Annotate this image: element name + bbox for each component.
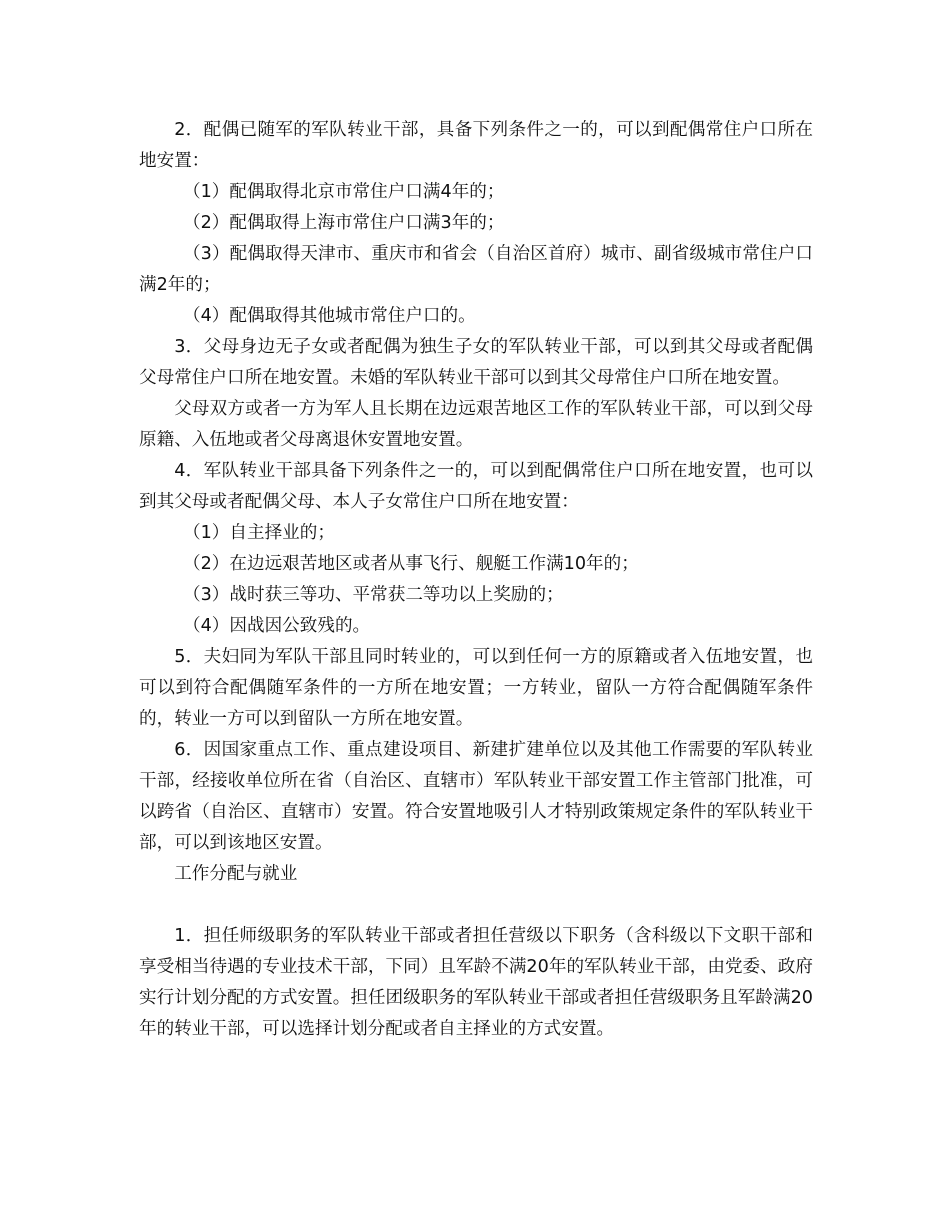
list-item-remote-areas: （2）在边远艰苦地区或者从事飞行、舰艇工作满10年的； [183, 554, 639, 574]
paragraph-job-assignment: 1．担任师级职务的军队转业干部或者担任营级以下职务（含科级以下文职干部和享受相当待遇的专业技术干部，下同）且军龄不满20年的军队转业干部，由党委、政府实行计划分配的方式安置。担任团级职务的军队转业干部或者担任营级职务且军龄满20年的转业干部，可以选择计划分配或者自主择业的方式安置。 [139, 926, 813, 1039]
section-heading: 工作分配与就业 [174, 864, 298, 884]
document-page [139, 115, 813, 1045]
list-item-merit: （3）战时获三等功、平常获二等功以上奖励的； [183, 585, 564, 605]
paragraph-parents: 3．父母身边无子女或者配偶为独生子女的军队转业干部，可以到其父母或者配偶父母常住户口所在地安置。未婚的军队转业干部可以到其父母常住户口所在地安置。 [139, 337, 813, 388]
paragraph-couple: 5．夫妇同为军队干部且同时转业的，可以到任何一方的原籍或者入伍地安置，也可以到符合配偶随军条件的一方所在地安置；一方转业，留队一方符合配偶随军条件的，转业一方可以到留队一方所在地安置。 [139, 647, 813, 729]
paragraph-conditions: 4．军队转业干部具备下列条件之一的，可以到配偶常住户口所在地安置，也可以到其父母或者配偶父母、本人子女常住户口所在地安置： [139, 461, 813, 512]
list-item-beijing: （1）配偶取得北京市常住户口满4年的； [183, 182, 505, 202]
list-item-shanghai: （2）配偶取得上海市常住户口满3年的； [183, 213, 505, 233]
list-item-self-employed: （1）自主择业的； [183, 523, 335, 543]
list-item-tianjin-chongqing: （3）配偶取得天津市、重庆市和省会（自治区首府）城市、副省级城市常住户口满2年的； [139, 244, 813, 295]
paragraph-key-projects: 6．因国家重点工作、重点建设项目、新建扩建单位以及其他工作需要的军队转业干部，经接收单位所在省（自治区、直辖市）军队转业干部安置工作主管部门批准，可以跨省（自治区、直辖市）安置。符合安置地吸引人才特别政策规定条件的军队转业干部，可以到该地区安置。 [139, 740, 813, 853]
section-spacer [139, 890, 813, 921]
paragraph-military-parents: 父母双方或者一方为军人且长期在边远艰苦地区工作的军队转业干部，可以到父母原籍、入伍地或者父母离退休安置地安置。 [139, 399, 813, 450]
list-item-other-cities: （4）配偶取得其他城市常住户口的。 [183, 306, 476, 326]
paragraph-spouse-settlement: 2．配偶已随军的军队转业干部，具备下列条件之一的，可以到配偶常住户口所在地安置： [139, 120, 813, 171]
list-item-disabled: （4）因战因公致残的。 [183, 616, 371, 636]
